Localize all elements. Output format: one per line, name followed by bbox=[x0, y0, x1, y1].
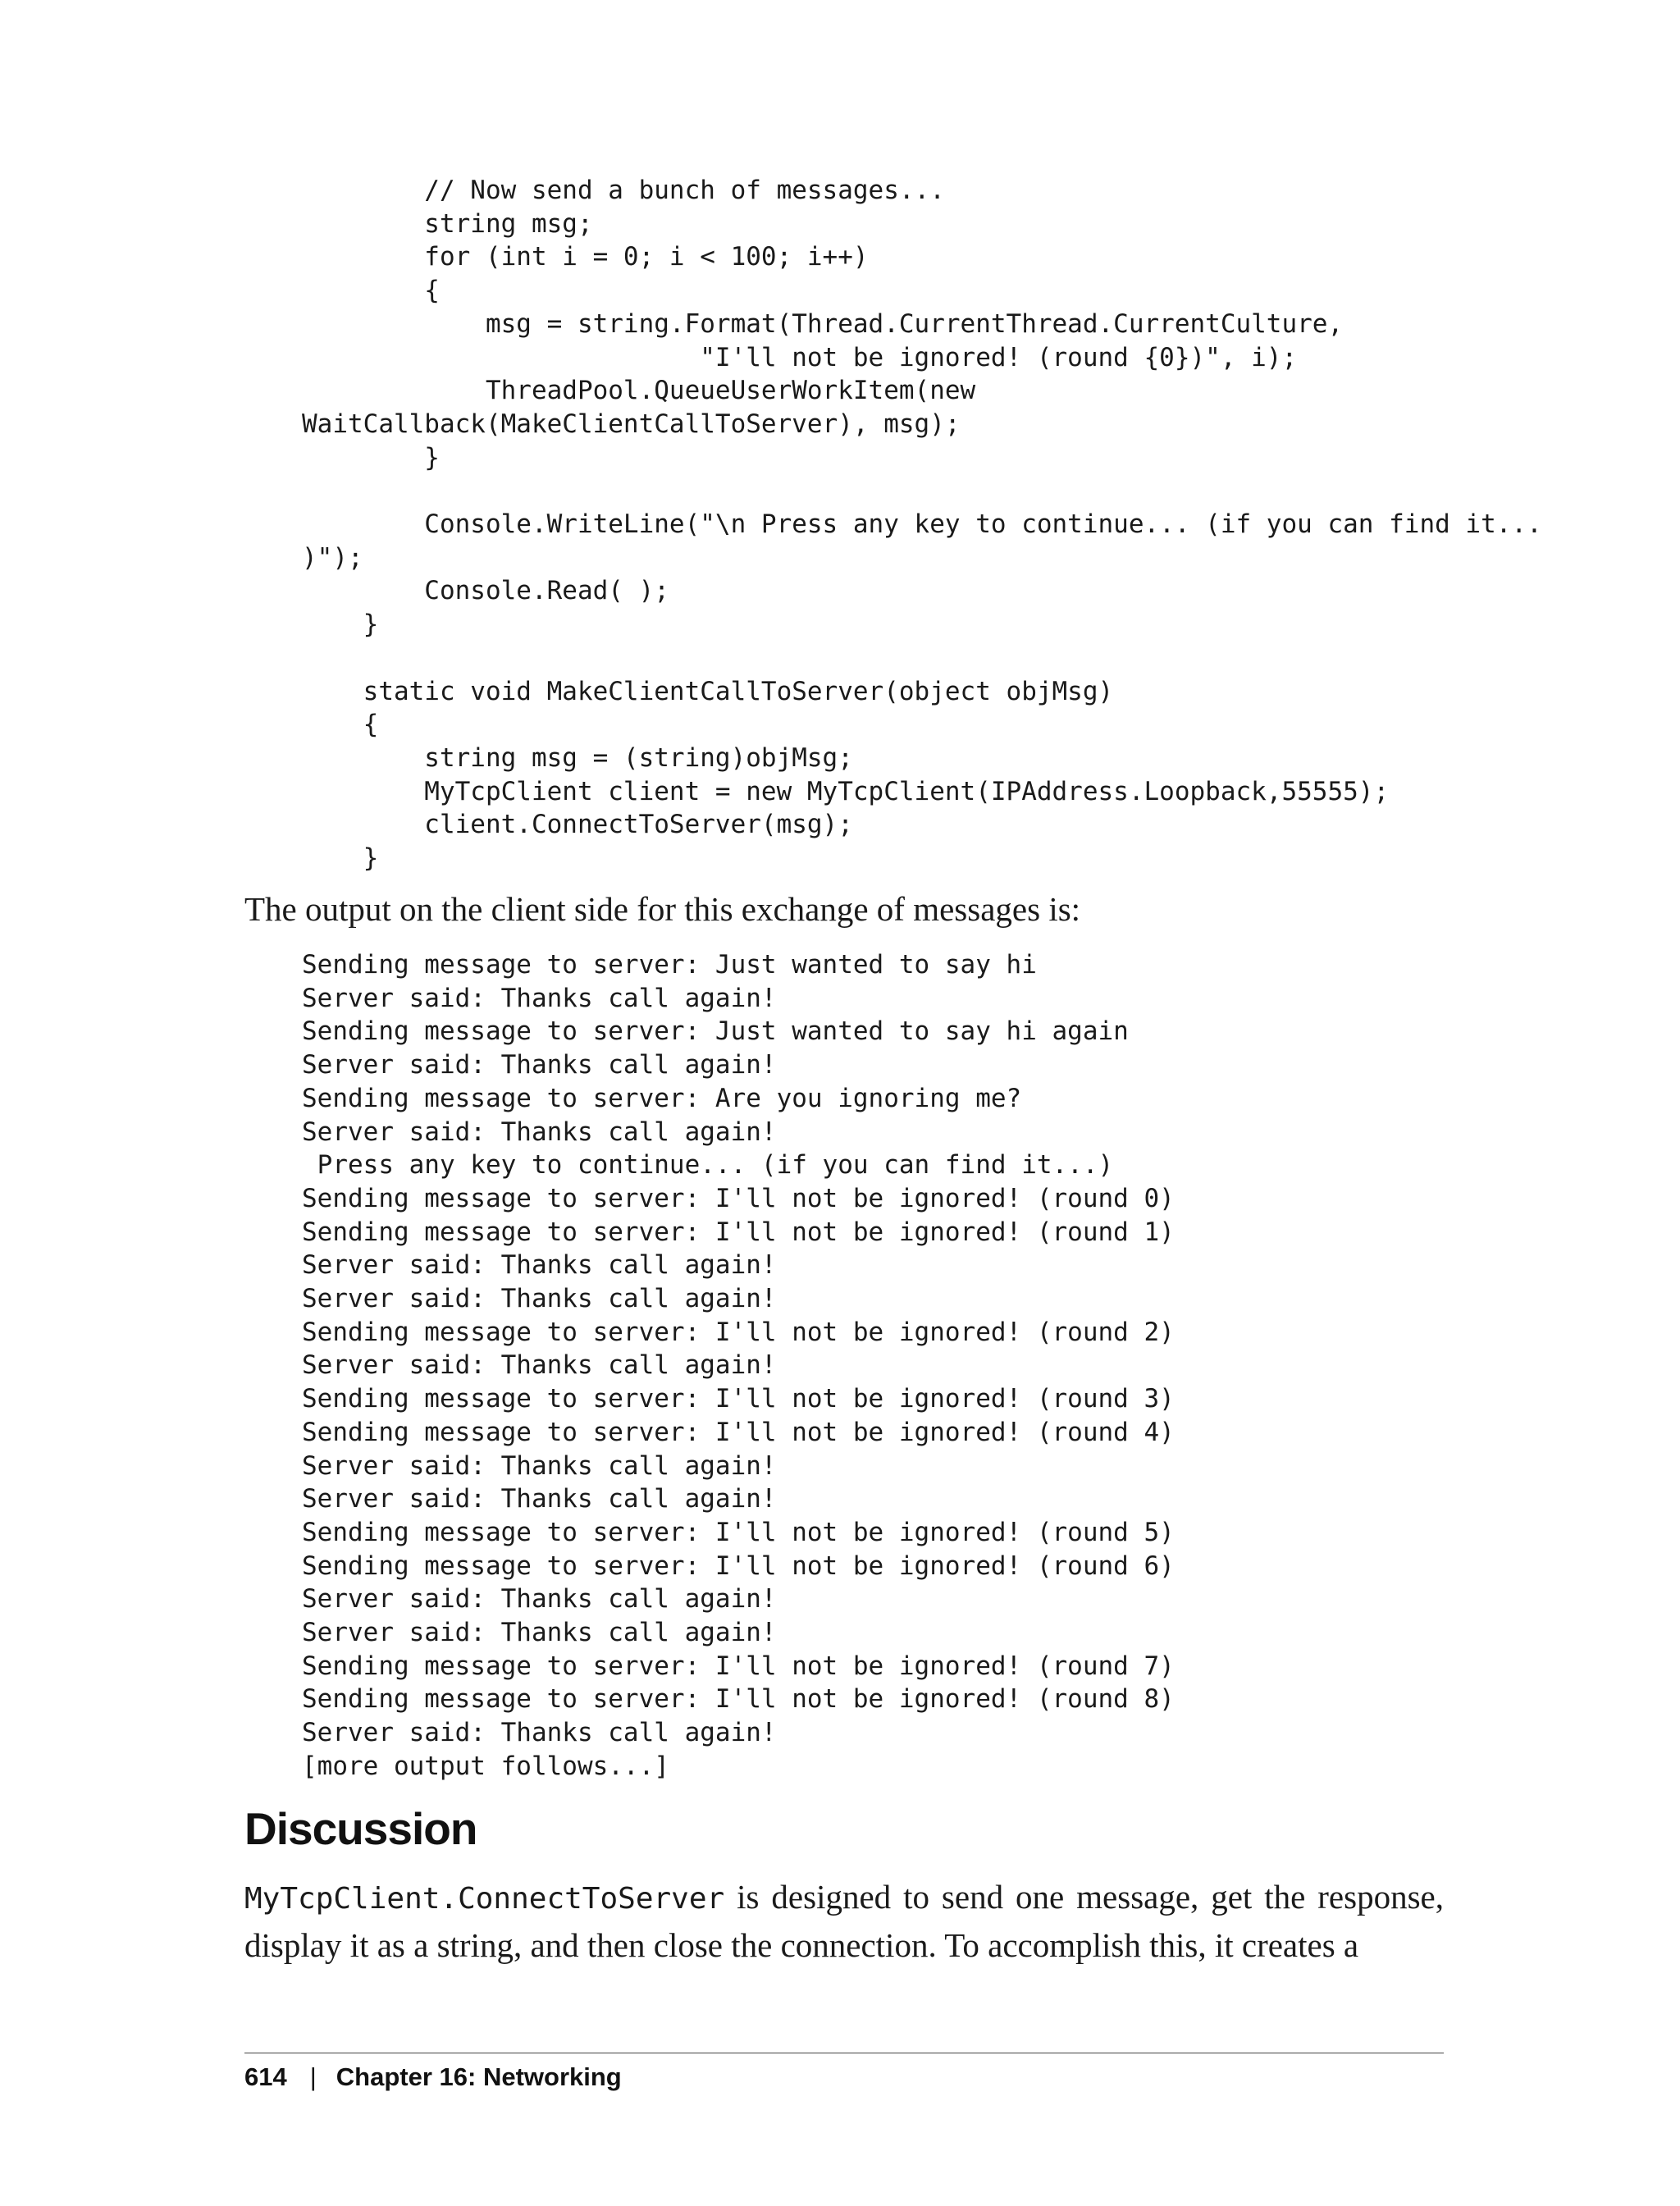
footer-separator: | bbox=[309, 2062, 317, 2091]
code-listing-client-output: Sending message to server: Just wanted to say hi Server said: Thanks call again! Sending message to server: Just wanted to say hi again Server said: Thanks call again! Sending message to server: Are you ignoring me? Server said: Thanks call again! Press any key to continue... (if you can find it...) Sending message to server: I'll not be ignored! (round 0) Sending message to server: I'll not be ignored! (round 1) Server said: Thanks call again! Server said: Thanks call again! Sending message to server: I'll not be ignored! (round 2) Server said: Thanks call again! Sending message to server: I'll not be ignored! (round 3) Sending message to server: I'll not be ignored! (round 4) Server said: Thanks call again! Server said: Thanks call again! Sending message to server: I'll not be ignored! (round 5) Sending message to server: I'll not be ignored! (round 6) Server said: Thanks call again! Server said: Thanks call again! Sending message to server: I'll not be ignored! (round 7) Sending message to server: I'll not be ignored! (round 8) Server said: Thanks call again! [more output follows...] bbox=[302, 950, 1175, 1781]
inline-code-method-name: MyTcpClient.ConnectToServer bbox=[244, 1882, 725, 1916]
chapter-title: Chapter 16: Networking bbox=[336, 2062, 622, 2091]
discussion-text: is designed to send one message, get the response, display it as a string, and then close the connection. To accomplish this, it creates a bbox=[244, 1878, 1444, 1964]
output-intro-paragraph: The output on the client side for this exchange of messages is: bbox=[244, 890, 1081, 928]
code-listing-client-loop: // Now send a bunch of messages... string msg; for (int i = 0; i < 100; i++) { msg = string.Format(Thread.CurrentThread.CurrentCulture, "I'll not be ignored! (round {0})", i); ThreadPool.QueueUserWorkItem(new WaitCallback(MakeClientCallToServer), msg); } Console.WriteLine("\n Press any key to continue... (if you can find it... )"); Console.Read( ); } static void MakeClientCallToServer(object objMsg) { string msg = (string)objMsg; MyTcpClient client = new MyTcpClient(IPAddress.Loopback,55555); client.ConnectToServer(msg); } bbox=[302, 176, 1542, 874]
section-heading-discussion: Discussion bbox=[244, 1803, 477, 1854]
page-footer bbox=[244, 2059, 622, 2095]
discussion-paragraph bbox=[244, 1874, 1444, 1968]
page-number: 614 bbox=[244, 2062, 287, 2091]
